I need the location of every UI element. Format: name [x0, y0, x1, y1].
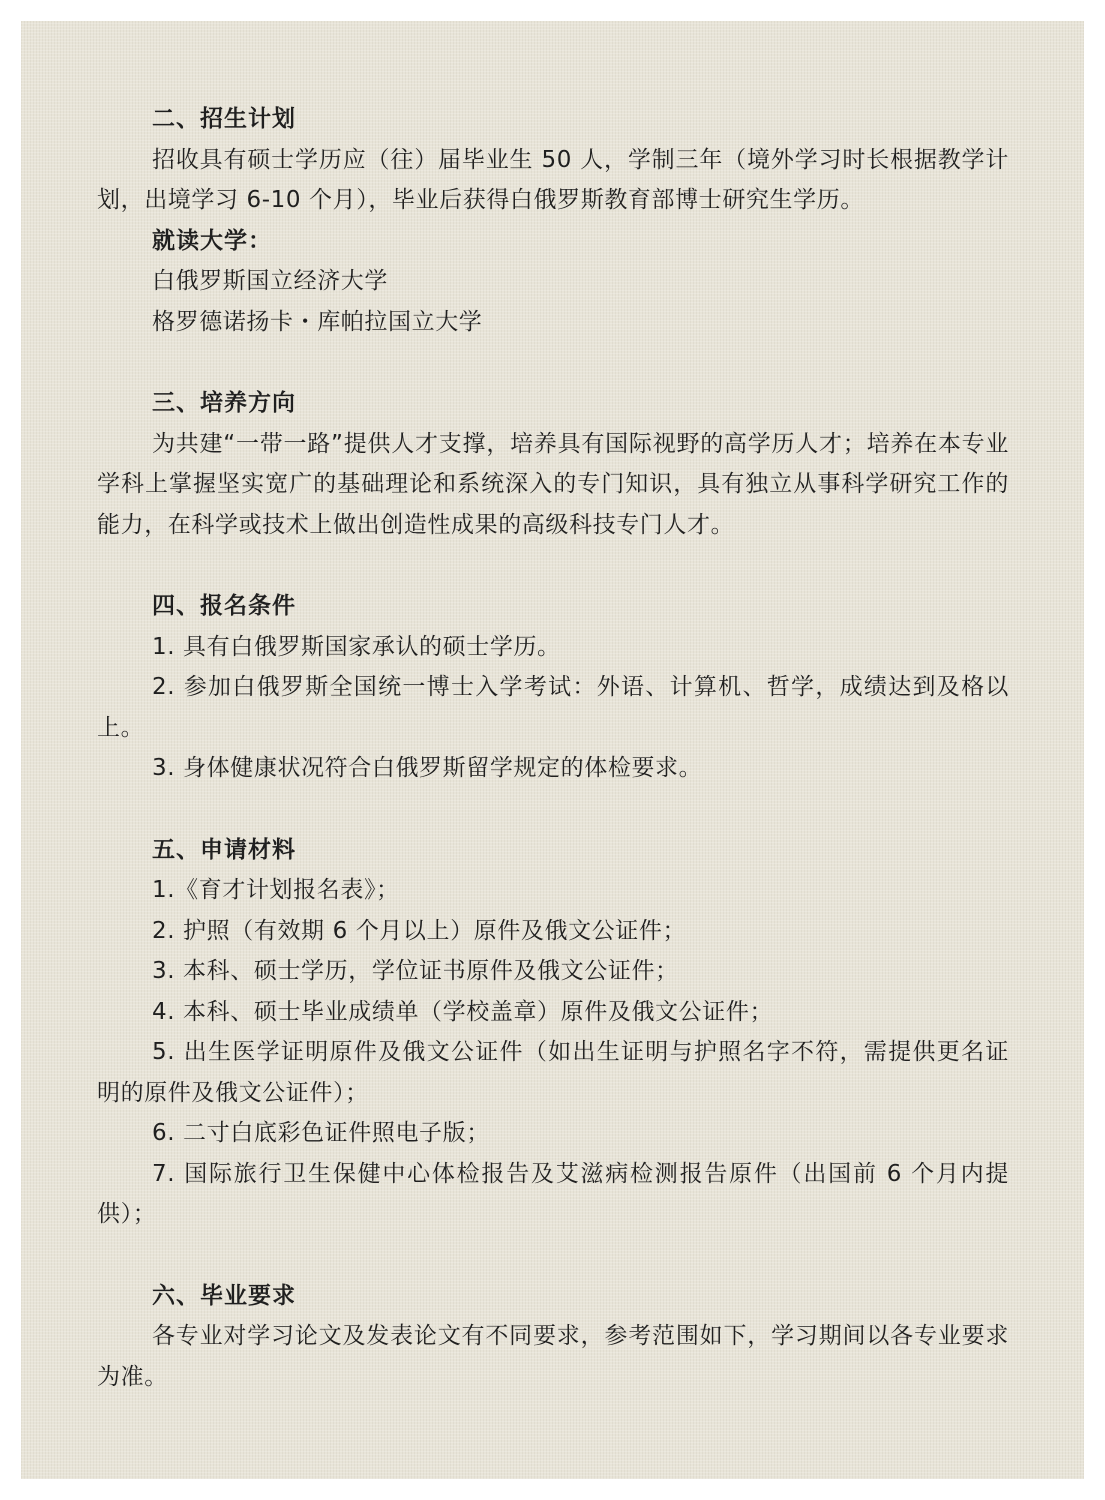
direction-body: 为共建“一带一路”提供人才支撑，培养具有国际视野的高学历人才；培养在本专业学科上掌握坚实宽广的基础理论和系统深入的专门知识，具有独立从事科学研究工作的能力，在科学或技术上做出创造性成果的高级科技专门人才。 — [97, 430, 1009, 538]
material-item: 1.《育才计划报名表》； — [152, 877, 400, 903]
enrollment-body: 招收具有硕士学历应（往）届毕业生 50 人，学制三年（境外学习时长根据教学计划，出境学习 6-10 个月），毕业后获得白俄罗斯教育部博士研究生学历。 — [97, 146, 1009, 213]
material-item: 7. 国际旅行卫生保健中心体检报告及艾滋病检测报告原件（出国前 6 个月内提供）； — [97, 1160, 1009, 1227]
material-item: 4. 本科、硕士毕业成绩单（学校盖章）原件及俄文公证件； — [152, 998, 774, 1025]
university-item: 格罗德诺扬卡・库帕拉国立大学 — [152, 308, 483, 335]
graduation-body: 各专业对学习论文及发表论文有不同要求，参考范围如下，学习期间以各专业要求为准。 — [97, 1323, 1009, 1390]
material-item: 6. 二寸白底彩色证件照电子版； — [152, 1120, 490, 1146]
material-item: 5. 出生医学证明原件及俄文公证件（如出生证明与护照名字不符，需提供更名证明的原件及俄文公证件）； — [97, 1039, 1009, 1106]
requirement-item: 3. 身体健康状况符合白俄罗斯留学规定的体检要求。 — [152, 755, 703, 781]
section-heading-materials: 五、申请材料 — [152, 836, 296, 863]
requirement-item: 1. 具有白俄罗斯国家承认的硕士学历。 — [152, 633, 561, 660]
section-heading-enrollment: 二、招生计划 — [152, 106, 296, 132]
requirement-item: 2. 参加白俄罗斯全国统一博士入学考试：外语、计算机、哲学，成绩达到及格以上。 — [97, 674, 1009, 741]
universities-label: 就读大学： — [152, 227, 272, 254]
document-content — [97, 99, 1009, 1397]
section-gap — [97, 1235, 1009, 1276]
material-item: 2. 护照（有效期 6 个月以上）原件及俄文公证件； — [152, 917, 687, 944]
section-gap — [97, 789, 1009, 830]
section-gap — [97, 342, 1009, 383]
section-heading-direction: 三、培养方向 — [152, 390, 296, 416]
section-gap — [97, 545, 1009, 586]
section-heading-graduation: 六、毕业要求 — [152, 1282, 296, 1309]
university-item: 白俄罗斯国立经济大学 — [152, 268, 388, 294]
section-heading-requirements: 四、报名条件 — [152, 593, 296, 619]
document-page — [21, 21, 1084, 1479]
material-item: 3. 本科、硕士学历，学位证书原件及俄文公证件； — [152, 958, 679, 984]
